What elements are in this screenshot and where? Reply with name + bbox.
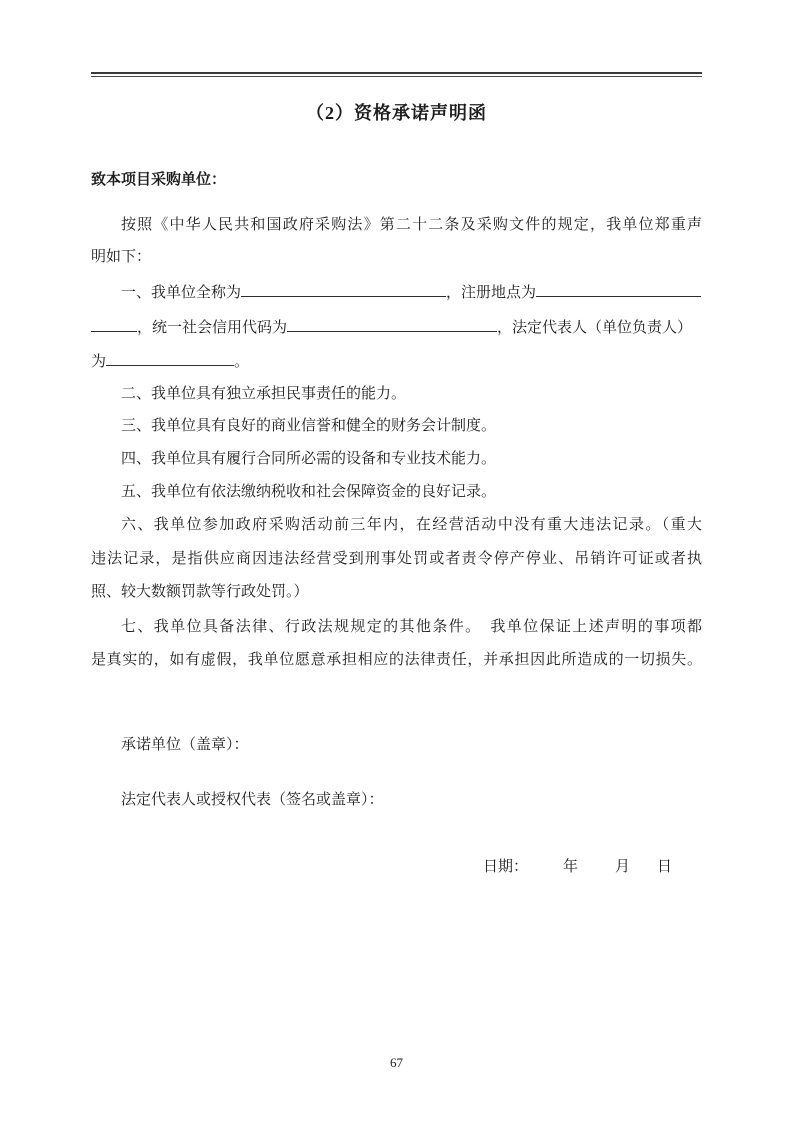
clause-1-line-2 (91, 317, 702, 338)
clause-7-line-2: 是真实的，如有虚假，我单位愿意承担相应的法律责任，并承担因此所造成的一切损失。 (91, 652, 702, 668)
page-number: 67 (390, 1055, 403, 1070)
clause-1-line-3 (91, 351, 702, 372)
signature-rep-label: 法定代表人或授权代表（签名或盖章）： (121, 792, 384, 808)
page-title: （2）资格承诺声明函 (306, 103, 487, 123)
clause-6-line-3: 照、较大数额罚款等行政处罚。） (91, 584, 309, 600)
clause-3: 三、我单位具有良好的商业信誉和健全的财务会计制度。 (121, 418, 497, 434)
clause-1-text-rep-prefix: 为 (91, 354, 107, 370)
clause-1-text-company: 一、我单位全称为 (121, 285, 242, 301)
clause-6-line-1: 六、我单位参加政府采购活动前三年内，在经营活动中没有重大违法记录。（重大 (121, 517, 702, 533)
clause-1-text-address: ，注册地点为 (446, 285, 537, 301)
header-double-rule (91, 72, 702, 77)
date-day-label: 日 (657, 859, 673, 875)
clause-1-line-1 (91, 282, 702, 303)
clause-5: 五、我单位有依法缴纳税收和社会保障资金的良好记录。 (121, 484, 497, 500)
blank-address-continuation (91, 317, 137, 332)
intro-line-2: 明如下： (91, 249, 152, 265)
page-content (91, 0, 702, 1122)
blank-credit-code (287, 317, 497, 332)
blank-company-name (241, 282, 446, 297)
clause-7-line-1: 七、我单位具备法律、行政法规规定的其他条件。 我单位保证上述声明的事项都 (121, 619, 702, 635)
clause-2: 二、我单位具有独立承担民事责任的能力。 (121, 386, 407, 402)
clause-1-text-period: 。 (234, 354, 250, 370)
intro-line-1: 按照《中华人民共和国政府采购法》第二十二条及采购文件的规定，我单位郑重声 (121, 217, 702, 233)
clause-4: 四、我单位具有履行合同所必需的设备和专业技术能力。 (121, 451, 497, 467)
salutation: 致本项目采购单位： (91, 172, 227, 188)
date-month-label: 月 (615, 859, 631, 875)
clause-1-text-credit-code: ，统一社会信用代码为 (137, 320, 288, 336)
date-year-label: 年 (563, 859, 579, 875)
clause-1-text-legal-rep: ，法定代表人（单位负责人） (497, 320, 693, 336)
date-label: 日期： (483, 859, 529, 875)
signature-unit-label: 承诺单位（盖章）： (121, 737, 249, 753)
blank-legal-rep-name (106, 351, 234, 366)
clause-6-line-2: 违法记录，是指供应商因违法经营受到刑事处罚或者责令停产停业、吊销许可证或者执 (91, 551, 702, 567)
blank-registered-address (536, 282, 701, 297)
date-line (91, 857, 702, 877)
